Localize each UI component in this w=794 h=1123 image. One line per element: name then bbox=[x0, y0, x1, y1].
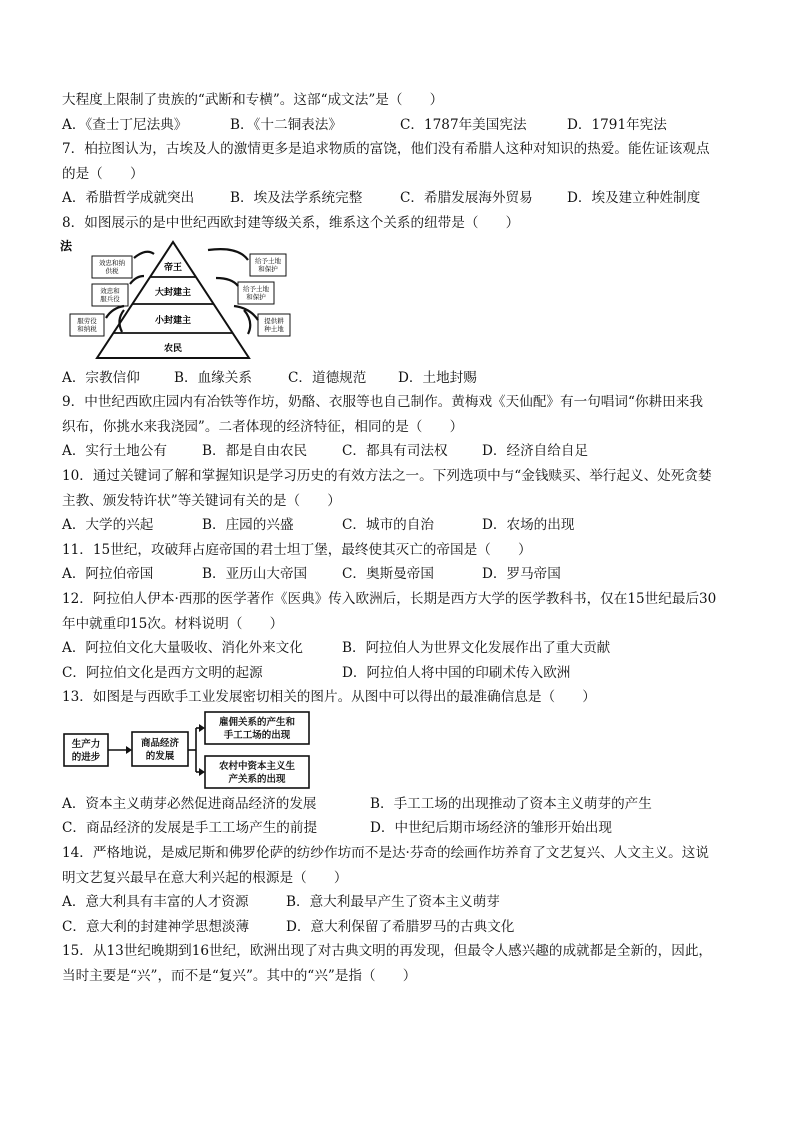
q13-option-a[interactable]: A．资本主义萌芽必然促进商品经济的发展 bbox=[62, 795, 317, 812]
q8-option-a[interactable]: A．宗教信仰 bbox=[62, 369, 140, 386]
q10-option-c[interactable]: C．城市的自治 bbox=[342, 517, 434, 534]
q11-option-a[interactable]: A．阿拉伯帝国 bbox=[62, 566, 154, 583]
q8-option-c[interactable]: C．道德规范 bbox=[288, 369, 367, 386]
q15-stem-line2: 当时主要是“兴”，而不是“复兴”。其中的“兴”是指（ ） bbox=[62, 968, 417, 985]
q9-option-c[interactable]: C．都具有司法权 bbox=[342, 443, 448, 460]
q8-option-b[interactable]: B．血缘关系 bbox=[174, 369, 252, 386]
figure-corner-label: 法 bbox=[60, 238, 73, 253]
q9-stem-line2: 织布，你挑水来我浇园”。二者体现的经济特征，相同的是（ ） bbox=[62, 418, 464, 435]
q7-option-a[interactable]: A．希腊哲学成就突出 bbox=[62, 190, 195, 207]
q12-stem-line2: 年中就重印15次。材料说明（ ） bbox=[62, 615, 284, 632]
feudal-hierarchy-figure bbox=[62, 236, 742, 366]
q8-stem: 8．如图展示的是中世纪西欧封建等级关系，维系这个关系的纽带是（ ） bbox=[62, 214, 520, 231]
q15-stem-line1: 15．从13世纪晚期到16世纪，欧洲出现了对古典文明的再发现，但最令人感兴趣的成就都是全新的，因此， bbox=[62, 943, 713, 960]
q12-option-d[interactable]: D．阿拉伯人将中国的印刷术传入欧洲 bbox=[342, 664, 571, 681]
box-commodity-economy-text: 商品经济的发展 bbox=[140, 737, 180, 762]
q6-option-d[interactable]: D．1791年宪法 bbox=[567, 116, 667, 133]
q14-option-d[interactable]: D．意大利保留了希腊罗马的古典文化 bbox=[286, 918, 515, 935]
q6-option-b[interactable]: B．《十二铜表法》 bbox=[230, 116, 342, 133]
q6-option-c[interactable]: C．1787年美国宪法 bbox=[400, 116, 527, 133]
q7-option-d[interactable]: D．埃及建立种姓制度 bbox=[567, 190, 701, 207]
q10-option-a[interactable]: A．大学的兴起 bbox=[62, 517, 154, 534]
svg-text:提供耕种土地: 提供耕种土地 bbox=[264, 316, 284, 333]
q7-option-c[interactable]: C．希腊发展海外贸易 bbox=[400, 190, 533, 207]
q14-stem-line1: 14．严格地说，是威尼斯和佛罗伦萨的纺纱作坊而不是达·芬奇的绘画作坊养育了文艺复兴、人文主义。这说 bbox=[62, 845, 709, 862]
q11-options bbox=[62, 562, 742, 587]
q6-stem: 大程度上限制了贵族的“武断和专横”。这部“成文法”是（ ） bbox=[62, 92, 444, 108]
left-obligation-box-2 bbox=[92, 284, 128, 306]
left-box-1-line1: 效忠和纳 bbox=[99, 258, 125, 267]
svg-text:服劳役和纳税: 服劳役和纳税 bbox=[77, 316, 97, 333]
svg-text:给予土地和保护: 给予土地和保护 bbox=[243, 284, 269, 301]
q13-option-b[interactable]: B．手工工场的出现推动了资本主义萌芽的产生 bbox=[370, 795, 652, 812]
box-employment-relations-text: 雇佣关系的产生和手工工场的出现 bbox=[218, 716, 296, 741]
q14-option-a[interactable]: A．意大利具有丰富的人才资源 bbox=[62, 894, 249, 911]
arrow-curve-right-4 bbox=[244, 310, 250, 334]
q14-option-c[interactable]: C．意大利的封建神学思想淡薄 bbox=[62, 918, 250, 935]
arrow-curve-right-2 bbox=[216, 278, 238, 286]
q10-stem-line2: 主教、颁发特许状”等关键词有关的是（ ） bbox=[62, 492, 341, 509]
q12-option-c[interactable]: C．阿拉伯文化是西方文明的起源 bbox=[62, 664, 263, 681]
handicraft-flow-diagram bbox=[62, 710, 322, 790]
level-great-lord: 大封建主 bbox=[154, 287, 192, 298]
left-obligation-box-3 bbox=[70, 314, 104, 336]
q13-options-row1 bbox=[62, 792, 742, 817]
q11-option-b[interactable]: B．亚历山大帝国 bbox=[202, 566, 308, 583]
q12-options-row1 bbox=[62, 636, 742, 661]
arrow-branch-head-bottom bbox=[199, 768, 205, 776]
q7-stem-line2: 的是（ ） bbox=[62, 165, 144, 182]
handicraft-development-figure bbox=[62, 710, 742, 792]
q13-stem: 13．如图是与西欧手工业发展密切相关的图片。从图中可以得出的最准确信息是（ ） bbox=[62, 689, 596, 706]
q11-stem: 11．15世纪，攻破拜占庭帝国的君士坦丁堡，最终使其灭亡的帝国是（ ） bbox=[62, 541, 532, 558]
q14-options-row1 bbox=[62, 890, 742, 915]
right-grant-box-3 bbox=[258, 314, 290, 336]
q6-option-a[interactable]: A．《查士丁尼法典》 bbox=[62, 116, 188, 133]
level-lesser-lord: 小封建主 bbox=[154, 315, 192, 326]
q9-option-b[interactable]: B．都是自由农民 bbox=[202, 443, 308, 460]
level-emperor: 帝王 bbox=[163, 262, 183, 273]
q12-stem-line1: 12．阿拉伯人伊本·西那的医学著作《医典》传入欧洲后，长期是西方大学的医学教科书，仅在15世纪最后30 bbox=[62, 590, 717, 607]
q13-option-d[interactable]: D．中世纪后期市场经济的雏形开始出现 bbox=[370, 820, 612, 837]
q14-options-row2 bbox=[62, 915, 742, 940]
svg-text:效忠和服兵役: 效忠和服兵役 bbox=[100, 286, 120, 303]
q7-options bbox=[62, 186, 742, 211]
arrow-curve-right-1 bbox=[208, 249, 248, 260]
q9-option-a[interactable]: A．实行土地公有 bbox=[62, 443, 167, 460]
q10-option-d[interactable]: D．农场的出现 bbox=[482, 517, 575, 534]
right-grant-box-2 bbox=[238, 282, 274, 304]
q11-option-d[interactable]: D．罗马帝国 bbox=[482, 566, 561, 583]
q13-options-row2 bbox=[62, 816, 742, 841]
q8-option-d[interactable]: D．土地封赐 bbox=[398, 369, 477, 386]
q10-stem-line1: 10．通过关键词了解和掌握知识是学习历史的有效方法之一。下列选项中与“金钱赎买、举行起义、处死贪婪 bbox=[62, 467, 712, 484]
q9-options bbox=[62, 439, 742, 464]
q13-option-c[interactable]: C．商品经济的发展是手工工场产生的前提 bbox=[62, 820, 318, 837]
q9-option-d[interactable]: D．经济自给自足 bbox=[482, 443, 589, 460]
level-peasant: 农民 bbox=[163, 343, 183, 354]
q12-option-b[interactable]: B．阿拉伯人为世界文化发展作出了重大贡献 bbox=[342, 640, 611, 657]
q14-stem-line2: 明文艺复兴最早在意大利兴起的根源是（ ） bbox=[62, 869, 348, 886]
q14-option-b[interactable]: B．意大利最早产生了资本主义萌芽 bbox=[286, 894, 500, 911]
arrow-1-head bbox=[126, 746, 132, 754]
left-obligation-box-1 bbox=[92, 256, 132, 278]
q10-options bbox=[62, 513, 742, 538]
q10-option-b[interactable]: B．庄园的兴盛 bbox=[202, 517, 294, 534]
q6-options bbox=[62, 113, 742, 138]
box-capitalist-relations-text: 农村中资本主义生产关系的出现 bbox=[218, 760, 296, 785]
arrow-curve-left-1 bbox=[134, 251, 154, 257]
q7-stem-line1: 7．柏拉图认为，古埃及人的激情更多是追求物质的富饶，他们没有希腊人这种对知识的热爱。能佐证该观点 bbox=[62, 141, 710, 158]
left-box-1-line2: 供税 bbox=[105, 266, 119, 275]
q9-stem-line1: 9．中世纪西欧庄园内有冶铁等作坊，奶酪、衣服等也自己制作。黄梅戏《天仙配》有一句唱词“你耕田来我 bbox=[62, 394, 703, 411]
box-productivity-text: 生产力的进步 bbox=[71, 738, 101, 763]
q12-option-a[interactable]: A．阿拉伯文化大量吸收、消化外来文化 bbox=[62, 640, 303, 657]
svg-text:给予土地和保护: 给予土地和保护 bbox=[255, 256, 281, 273]
arrow-branch-head-top bbox=[199, 724, 205, 732]
q11-option-c[interactable]: C．奥斯曼帝国 bbox=[342, 566, 434, 583]
q12-options-row2 bbox=[62, 661, 742, 686]
right-grant-box-1 bbox=[250, 254, 286, 276]
q8-options bbox=[62, 366, 742, 391]
q7-option-b[interactable]: B．埃及法学系统完整 bbox=[230, 190, 363, 207]
exam-page bbox=[62, 88, 742, 989]
feudal-pyramid-diagram bbox=[62, 236, 302, 364]
